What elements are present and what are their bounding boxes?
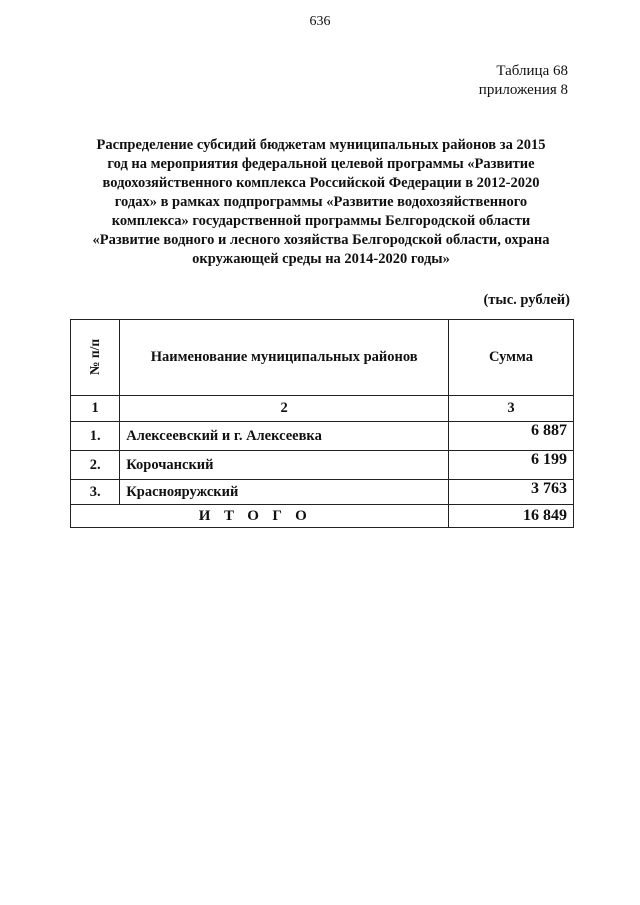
title-line: окружающей среды на 2014-2020 годы» xyxy=(192,251,450,267)
title-line: комплекса» государственной программы Белгородской области xyxy=(111,213,531,229)
title-line: Распределение субсидий бюджетам муниципальных районов за 2015 xyxy=(96,137,546,153)
header-sum: Сумма xyxy=(449,320,574,396)
table-row xyxy=(71,451,574,480)
header-num-label: № п/п xyxy=(87,338,103,376)
total-label: ИТОГО xyxy=(71,505,449,528)
total-amount: 16 849 xyxy=(449,505,574,528)
district-name: Корочанский xyxy=(120,451,449,480)
title-line: водохозяйственного комплекса Российской Федерации в 2012-2020 xyxy=(102,175,540,191)
table-header-row xyxy=(71,320,574,396)
column-index: 3 xyxy=(449,396,574,422)
subsidies-table xyxy=(70,319,574,528)
column-index: 1 xyxy=(71,396,120,422)
row-number: 1. xyxy=(71,422,120,451)
title-line: годах» в рамках подпрограммы «Развитие водохозяйственного xyxy=(114,194,528,210)
table-ref-line-2: приложения 8 xyxy=(478,82,568,98)
column-index: 2 xyxy=(120,396,449,422)
subsidy-amount: 6 887 xyxy=(449,422,574,451)
table-row xyxy=(71,422,574,451)
district-name: Алексеевский и г. Алексеевка xyxy=(120,422,449,451)
title-line: год на мероприятия федеральной целевой программы «Развитие xyxy=(107,156,535,172)
column-index-row xyxy=(71,396,574,422)
subsidy-amount: 3 763 xyxy=(449,480,574,505)
row-number: 3. xyxy=(71,480,120,505)
page-number: 636 xyxy=(309,14,331,29)
title-line: «Развитие водного и лесного хозяйства Белгородской области, охрана xyxy=(92,232,550,248)
document-title xyxy=(70,136,572,269)
total-row xyxy=(71,505,574,528)
table-ref-line-1: Таблица 68 xyxy=(496,63,568,79)
table-row xyxy=(71,480,574,505)
district-name: Краснояружский xyxy=(120,480,449,505)
units-label: (тыс. рублей) xyxy=(483,292,570,308)
header-name: Наименование муниципальных районов xyxy=(120,320,449,396)
table-reference xyxy=(479,62,568,100)
row-number: 2. xyxy=(71,451,120,480)
subsidy-amount: 6 199 xyxy=(449,451,574,480)
header-num xyxy=(71,320,120,396)
